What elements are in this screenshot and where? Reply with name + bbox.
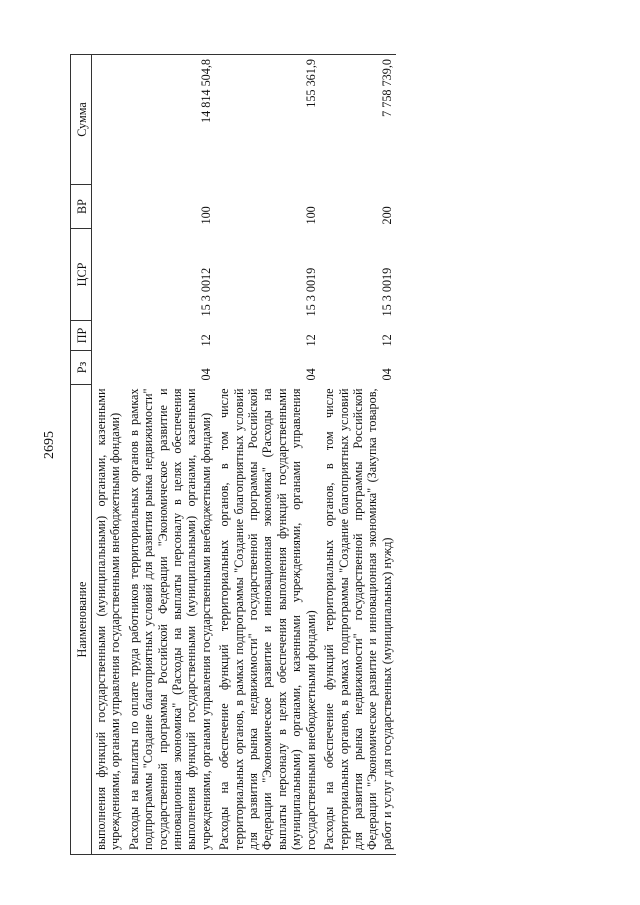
- row-name: Расходы на обеспечение функций территориальных органов, в том числе территориальных органов, в рамках подпрограммы "Создание благоприятных условий для развития рынка недвижимости" государственной программы Российской Федерации "Экономическое развитие и инновационная экономика" (Закупка товаров, работ и услуг для государственных (муниципальных) нужд): [320, 385, 396, 855]
- table-row: [125, 55, 215, 855]
- row-csr: 15 3 0019: [379, 267, 394, 317]
- row-csr: [92, 229, 125, 321]
- table-header-row: [71, 55, 92, 855]
- header-csr: ЦСР: [71, 229, 92, 321]
- row-vr: [92, 185, 125, 229]
- row-rz: 04: [198, 368, 213, 381]
- table-row: [92, 55, 125, 855]
- row-rz: 04: [379, 368, 394, 381]
- row-sum: 14 814 504,8: [125, 55, 215, 185]
- header-name: Наименование: [71, 385, 92, 855]
- budget-table-page: [70, 55, 580, 855]
- row-name: Расходы на выплаты по оплате труда работников территориальных органов в рамках подпрограммы "Создание благоприятных условий для развития рынка недвижимости" государственной программы Российской Федерации "Экономическое развитие и инновационная экономика" (Расходы на выплаты персоналу в целях обеспечения выполнения функций государственными (муниципальными) органами, казенными учреждениями, органами управления государственными внебюджетными фондами): [125, 385, 215, 855]
- row-pr: [92, 321, 125, 351]
- header-sum: Сумма: [71, 55, 92, 185]
- row-name: Расходы на обеспечение функций территориальных органов, в том числе территориальных органов, в рамках подпрограммы "Создание благоприятных условий для развития рынка недвижимости" государственной программы Российской Федерации "Экономическое развитие и инновационная экономика" (Расходы на выплаты персоналу в целях обеспечения выполнения функций государственными (муниципальными) органами, казенными учреждениями, органами управления государственными внебюджетными фондами): [215, 385, 320, 855]
- table-row: [215, 55, 320, 855]
- budget-table: [70, 54, 396, 855]
- row-pr: 12: [379, 334, 394, 347]
- row-vr: 100: [303, 206, 318, 225]
- row-pr: 12: [198, 334, 213, 347]
- table-row: [320, 55, 396, 855]
- row-csr: 15 3 0012: [198, 267, 213, 317]
- header-vr: ВР: [71, 185, 92, 229]
- page-number: 2695: [42, 431, 57, 459]
- row-rz: [92, 351, 125, 385]
- row-vr: 100: [198, 206, 213, 225]
- row-sum: 155 361,9: [215, 55, 320, 185]
- row-name: выполнения функций государственными (муниципальными) органами, казенными учреждениями, органами управления государственными внебюджетными фондами): [92, 385, 125, 855]
- row-csr: 15 3 0019: [303, 267, 318, 317]
- row-pr: 12: [303, 334, 318, 347]
- row-rz: 04: [303, 368, 318, 381]
- header-pr: ПР: [71, 321, 92, 351]
- row-vr: 200: [379, 206, 394, 225]
- header-rz: Рз: [71, 351, 92, 385]
- row-sum: [92, 55, 125, 185]
- row-sum: 7 758 739,0: [320, 55, 396, 185]
